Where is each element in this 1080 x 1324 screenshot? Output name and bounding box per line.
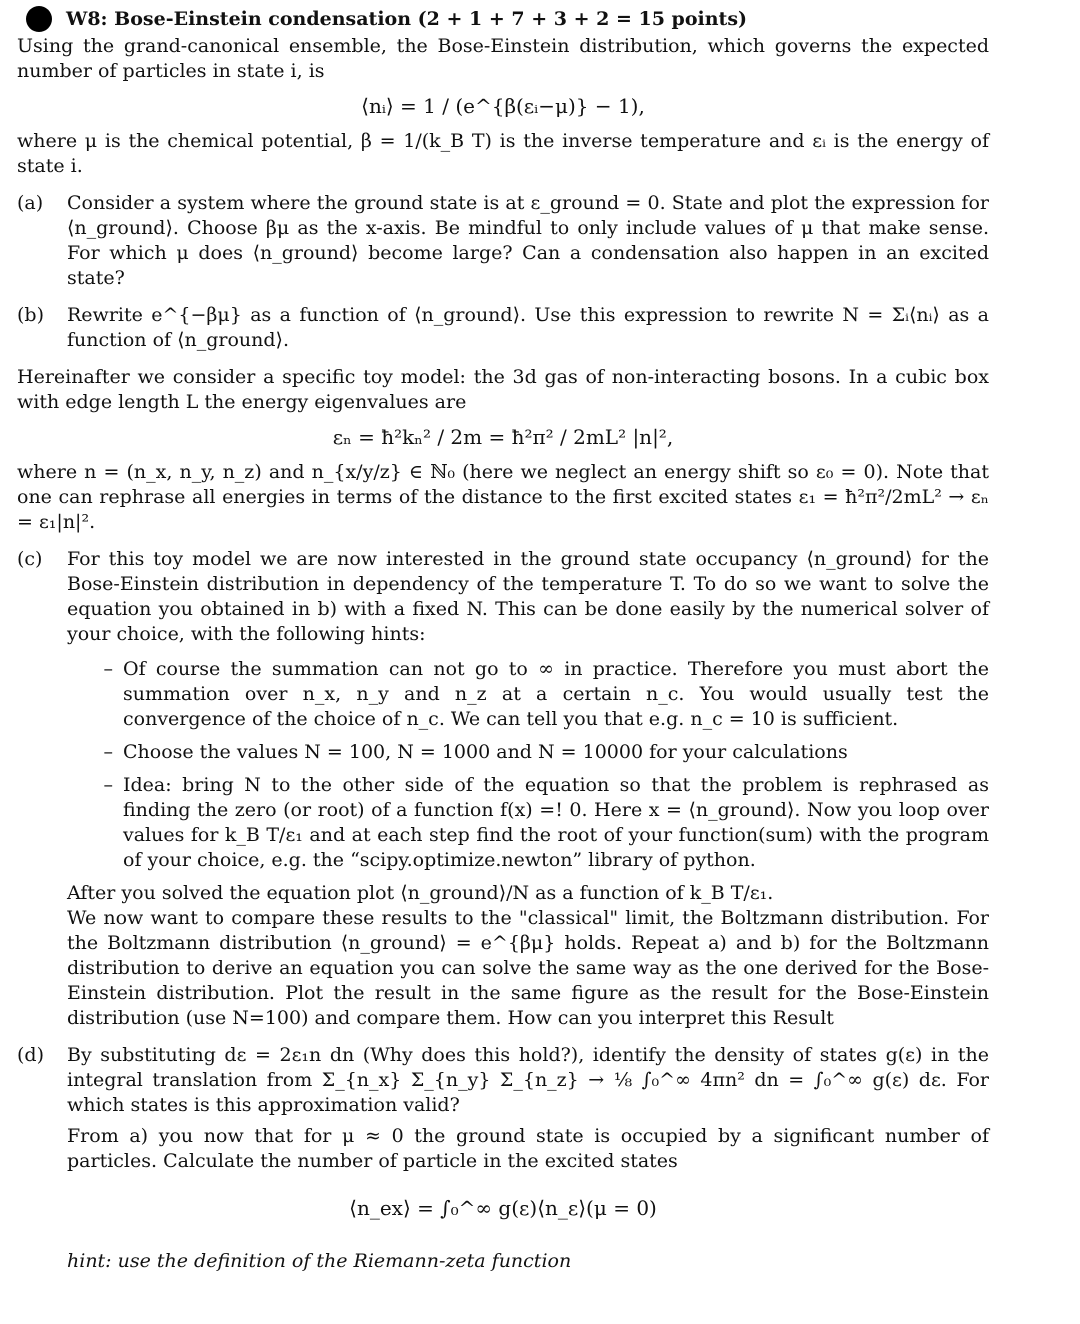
part-a-text: Consider a system where the ground state is at ε_ground = 0. State and plot the expression for ⟨n_ground⟩. Choose βμ as the x-axis. Be mindful to only include values of μ that make sense. For which μ does ⟨n_ground⟩ become large? Can a condensation also happen in an excited state? [67, 192, 989, 289]
energy-eigenvalue-equation: εₙ = ħ²kₙ² / 2m = ħ²π² / 2mL² |n|², [332, 425, 674, 449]
part-b-label: (b) [17, 304, 44, 326]
exercise-header [17, 6, 989, 32]
part-c-boltzmann: We now want to compare these results to the "classical" limit, the Boltzmann distribution. For the Boltzmann distribution ⟨n_ground⟩ = e^{βμ} holds. Repeat a) and b) for the Boltzmann distribution to derive an equation you can solve the same way as the one derived for the Bose-Einstein distribution. Plot the result in the same figure as the result for the Bose-Einstein distribution (use N=100) and compare them. How can you interpret this Result [67, 907, 989, 1029]
dash-icon: – [103, 658, 113, 680]
bullet-icon [26, 6, 52, 32]
hint-text: Of course the summation can not go to ∞ in practice. Therefore you must abort the summation over n_x, n_y and n_z at a certain n_c. You would usually test the convergence of the choice of n_c. We can tell you that e.g. n_c = 10 is sufficient. [123, 658, 989, 730]
part-a-label: (a) [17, 192, 44, 214]
excited-states-integral: ⟨n_ex⟩ = ∫₀^∞ g(ε)⟨n_ε⟩(μ = 0) [349, 1196, 657, 1220]
dash-icon: – [103, 774, 113, 796]
intro-definitions: where μ is the chemical potential, β = 1/(k_B T) is the inverse temperature and εᵢ is the energy of state i. [17, 130, 989, 177]
bose-einstein-equation: ⟨nᵢ⟩ = 1 / (e^{β(εᵢ−μ)} − 1), [361, 94, 645, 118]
hint-text: Idea: bring N to the other side of the equation so that the problem is rephrased as finding the zero (or root) of a function f(x) =! 0. Here x = ⟨n_ground⟩. Now you loop over values for k_B T/ε₁ and at each step find the root of your function(sum) with the program of your choice, e.g. the “scipy.optimize.newton” library of python. [123, 774, 989, 871]
part-b-text: Rewrite e^{−βμ} as a function of ⟨n_ground⟩. Use this expression to rewrite N = Σᵢ⟨nᵢ⟩ as a function of ⟨n_ground⟩. [67, 304, 989, 351]
part-d [17, 1043, 989, 1174]
part-c-text: For this toy model we are now interested in the ground state occupancy ⟨n_ground⟩ for the Bose-Einstein distribution in dependency of the temperature T. To do so we want to solve the equation you obtained in b) with a fixed N. This can be done easily by the numerical solver of your choice, with the following hints: [67, 548, 989, 645]
toy-model-intro: Hereinafter we consider a specific toy model: the 3d gas of non-interacting bosons. In a cubic box with edge length L the energy eigenvalues are [17, 366, 989, 413]
exercise-title: W8: Bose-Einstein condensation (2 + 1 + 7 + 3 + 2 = 15 points) [66, 7, 748, 30]
exercise-page [17, 6, 989, 1274]
part-c-plot-instruction: After you solved the equation plot ⟨n_ground⟩/N as a function of k_B T/ε₁. [67, 882, 774, 904]
part-d-text-2: From a) you now that for μ ≈ 0 the ground state is occupied by a significant number of particles. Calculate the number of particle in the excited states [67, 1125, 989, 1172]
hint-text: Choose the values N = 100, N = 1000 and N = 10000 for your calculations [123, 741, 848, 763]
list-item [67, 773, 989, 873]
list-item [67, 657, 989, 732]
part-c [17, 547, 989, 1031]
part-a [17, 191, 989, 291]
list-item [67, 740, 989, 765]
dash-icon: – [103, 741, 113, 763]
part-d-text: By substituting dε = 2ε₁n dn (Why does this hold?), identify the density of states g(ε) in the integral translation from Σ_{n_x} Σ_{n_y} Σ_{n_z} → ⅛ ∫₀^∞ 4πn² dn = ∫₀^∞ g(ε) dε. For which states is this approximation valid? [67, 1044, 989, 1116]
part-b [17, 303, 989, 353]
part-c-label: (c) [17, 548, 43, 570]
part-c-hints [67, 657, 989, 873]
intro-paragraph: Using the grand-canonical ensemble, the Bose-Einstein distribution, which governs the expected number of particles in state i, is [17, 35, 989, 82]
part-d-label: (d) [17, 1044, 44, 1066]
riemann-zeta-hint: hint: use the definition of the Riemann-zeta function [67, 1250, 572, 1272]
toy-model-note: where n = (n_x, n_y, n_z) and n_{x/y/z} ∈ ℕ₀ (here we neglect an energy shift so ε₀ = 0). Note that one can rephrase all energies in terms of the distance to the first excited states ε₁ = ħ²π²/2mL² → εₙ = ε₁|n|². [17, 461, 989, 533]
